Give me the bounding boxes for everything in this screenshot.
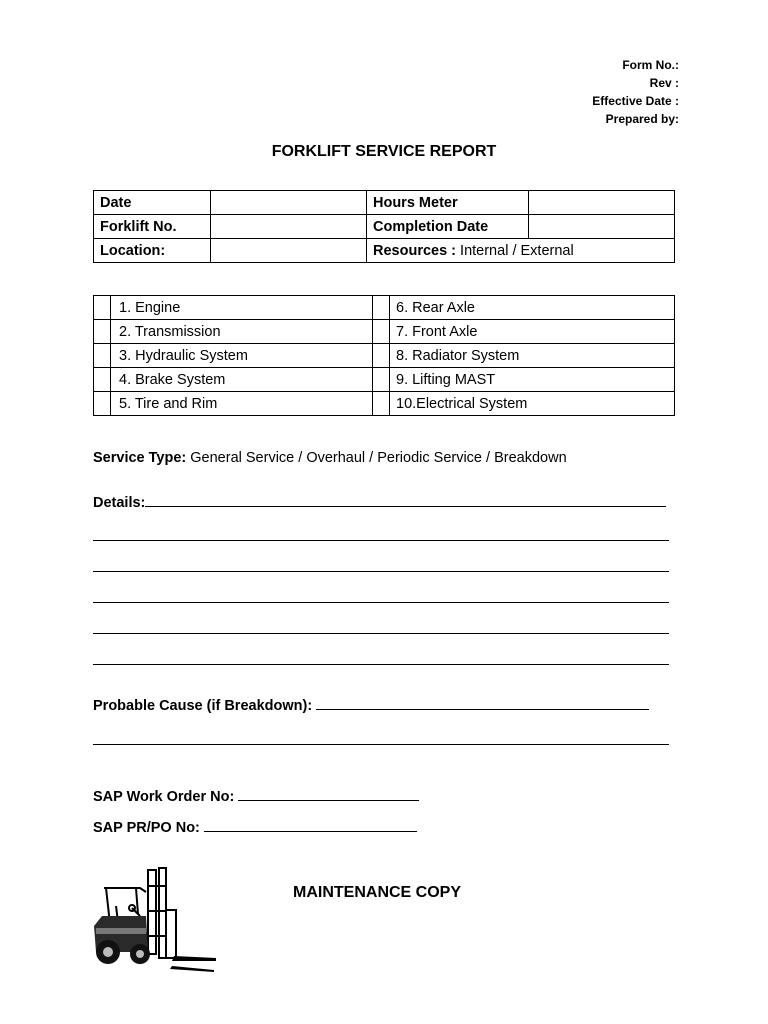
checklist-row [94,344,675,368]
info-row-location [94,239,675,263]
component-lifting-mast: 9. Lifting MAST [390,368,675,392]
prepared-by-label: Prepared by: [605,112,679,126]
sap-work-order-label: SAP Work Order No: [93,789,235,805]
component-radiator-system: 8. Radiator System [390,344,675,368]
details-line-5[interactable] [93,633,669,634]
sap-work-order-field[interactable] [238,788,419,801]
details-line [93,494,666,511]
resources-options[interactable]: Internal / External [460,242,574,259]
component-engine: 1. Engine [111,296,373,320]
component-brake-system: 4. Brake System [111,368,373,392]
components-checklist [93,295,675,416]
page-title: FORKLIFT SERVICE REPORT [271,143,497,160]
service-type-label: Service Type: [93,450,187,466]
info-row-date [94,191,675,215]
component-electrical-system: 10.Electrical System [390,392,675,416]
details-line-4[interactable] [93,602,669,603]
service-type-options[interactable]: General Service / Overhaul / Periodic Service / Breakdown [190,450,567,466]
probable-cause-label: Probable Cause (if Breakdown): [93,698,313,714]
checklist-row [94,392,675,416]
checkbox-radiator-system[interactable] [373,344,390,368]
sap-pr-po-field[interactable] [204,819,417,832]
checkbox-rear-axle[interactable] [373,296,390,320]
resources-label: Resources : [373,242,457,259]
forklift-no-field[interactable] [211,215,367,239]
resources-cell [367,239,675,263]
checkbox-lifting-mast[interactable] [373,368,390,392]
component-transmission: 2. Transmission [111,320,373,344]
checkbox-electrical-system[interactable] [373,392,390,416]
hours-meter-field[interactable] [529,191,675,215]
details-line-3[interactable] [93,571,669,572]
service-type-line [93,450,567,466]
details-line-2[interactable] [93,540,669,541]
sap-work-order-line [93,788,419,805]
location-field[interactable] [211,239,367,263]
checkbox-hydraulic-system[interactable] [94,344,111,368]
rev-label: Rev : [649,76,679,90]
effective-date-label: Effective Date : [592,94,679,108]
details-field[interactable] [145,494,666,507]
checkbox-engine[interactable] [94,296,111,320]
info-table [93,190,675,263]
sap-pr-po-line [93,819,417,836]
checklist-row [94,320,675,344]
hours-meter-label: Hours Meter [367,191,529,215]
completion-date-label: Completion Date [367,215,529,239]
forklift-no-label: Forklift No. [94,215,211,239]
probable-cause-field[interactable] [316,697,649,710]
component-hydraulic-system: 3. Hydraulic System [111,344,373,368]
date-label: Date [94,191,211,215]
checkbox-front-axle[interactable] [373,320,390,344]
form-no-label: Form No.: [622,58,679,72]
checklist-row [94,296,675,320]
details-line-6[interactable] [93,664,669,665]
form-meta [592,56,679,128]
probable-cause-line-2[interactable] [93,744,669,745]
checkbox-tire-and-rim[interactable] [94,392,111,416]
checklist-row [94,368,675,392]
forklift-icon [88,866,220,976]
sap-pr-po-label: SAP PR/PO No: [93,820,200,836]
location-label: Location: [94,239,211,263]
info-row-forklift [94,215,675,239]
component-tire-and-rim: 5. Tire and Rim [111,392,373,416]
component-front-axle: 7. Front Axle [390,320,675,344]
date-field[interactable] [211,191,367,215]
checkbox-brake-system[interactable] [94,368,111,392]
maintenance-copy-label: MAINTENANCE COPY [293,884,462,901]
probable-cause-line [93,697,649,714]
component-rear-axle: 6. Rear Axle [390,296,675,320]
details-label: Details: [93,495,146,511]
completion-date-field[interactable] [529,215,675,239]
checkbox-transmission[interactable] [94,320,111,344]
